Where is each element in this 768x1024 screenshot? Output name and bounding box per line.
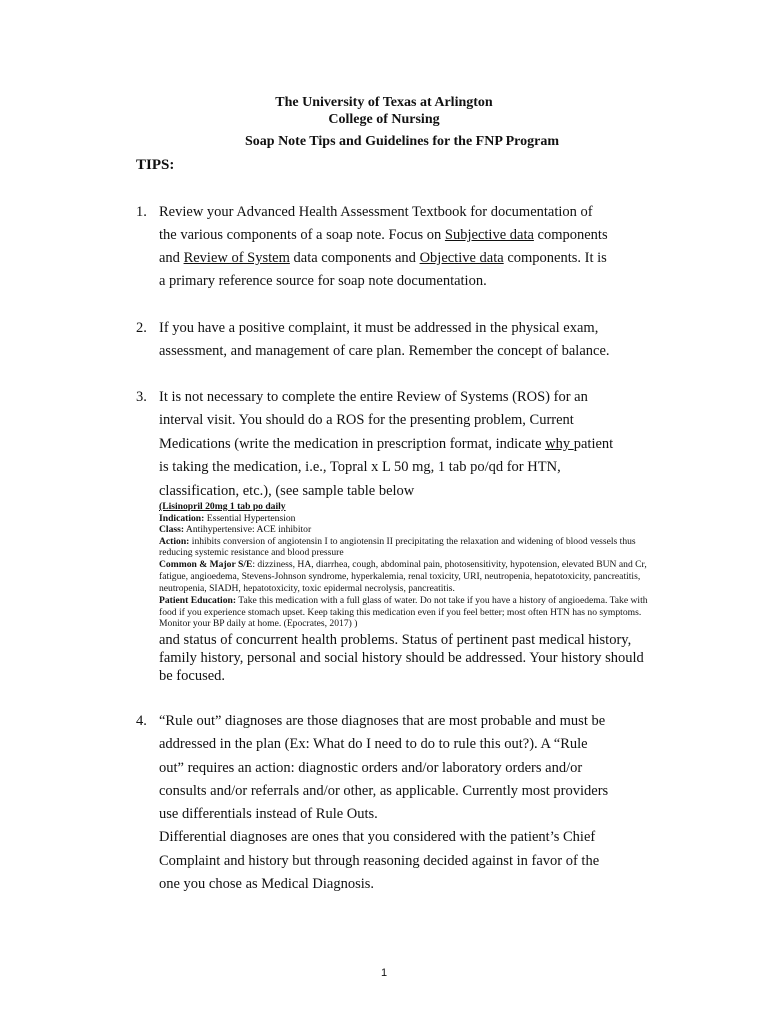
sample-education-line-2: food if you experience stomach upset. Keep taking this medication even if you feel better; most often HTN has no symptoms. bbox=[159, 607, 642, 618]
sample-med-title: (Lisinopril 20mg 1 tab po daily bbox=[159, 501, 286, 512]
item-1-line-1: Review your Advanced Health Assessment Textbook for documentation of bbox=[159, 204, 593, 220]
item-3-after-line-1: and status of concurrent health problems. Status of pertinent past medical history, bbox=[159, 632, 632, 648]
sample-education-line-3: Monitor your BP daily at home. (Epocrates, 2017) ) bbox=[159, 618, 358, 629]
document-title: Soap Note Tips and Guidelines for the FNP Program bbox=[245, 134, 559, 149]
item-3-after-line-2: family history, personal and social history should be addressed. Your history should bbox=[159, 650, 644, 666]
university-title: The University of Texas at Arlington bbox=[275, 95, 493, 110]
page-number: 1 bbox=[380, 967, 388, 979]
tips-heading: TIPS: bbox=[136, 157, 175, 173]
sample-action-line-1: Action: inhibits conversion of angiotensin I to angiotensin II precipitating the relaxation and widening of blood vessels thus bbox=[159, 536, 636, 547]
sample-indication: Indication: Essential Hypertension bbox=[159, 513, 296, 524]
item-number-2: 2. bbox=[136, 320, 147, 336]
item-3-line-3: Medications (write the medication in prescription format, indicate why patient bbox=[159, 436, 614, 452]
item-3-line-1: It is not necessary to complete the entire Review of Systems (ROS) for an bbox=[159, 389, 588, 405]
sample-education-line-1: Patient Education: Take this medication with a full glass of water. Do not take if you have a history of angioedema. Take with bbox=[159, 595, 648, 606]
item-2-line-1: If you have a positive complaint, it must be addressed in the physical exam, bbox=[159, 320, 599, 336]
item-4-line-2: addressed in the plan (Ex: What do I need to do to rule this out?). A “Rule bbox=[159, 736, 588, 752]
item-2-line-2: assessment, and management of care plan. Remember the concept of balance. bbox=[159, 343, 610, 359]
item-number-1: 1. bbox=[136, 204, 147, 220]
item-4-line-4: consults and/or referrals and/or other, as applicable. Currently most providers bbox=[159, 783, 609, 799]
item-4-line-6: Differential diagnoses are ones that you considered with the patient’s Chief bbox=[159, 829, 596, 845]
sample-side-effects-line-3: neutropenia, SIADH, hepatotoxicity, toxic epidermal necrolysis, pancreatitis. bbox=[159, 583, 455, 594]
item-number-4: 4. bbox=[136, 713, 147, 729]
sample-side-effects-line-1: Common & Major S/E: dizziness, HA, diarrhea, cough, abdominal pain, photosensitivity, hypotension, elevated BUN and Cr, bbox=[159, 559, 647, 570]
item-3-line-2: interval visit. You should do a ROS for the presenting problem, Current bbox=[159, 412, 574, 428]
sample-action-line-2: reducing systemic resistance and blood pressure bbox=[159, 547, 344, 558]
item-1-line-2: the various components of a soap note. Focus on Subjective data components bbox=[159, 227, 608, 243]
sample-class: Class: Antihypertensive: ACE inhibitor bbox=[159, 524, 312, 535]
item-4-line-3: out” requires an action: diagnostic orders and/or laboratory orders and/or bbox=[159, 760, 583, 776]
item-1-line-3: and Review of System data components and Objective data components. It is bbox=[159, 250, 607, 266]
item-3-line-5: classification, etc.), (see sample table below bbox=[159, 483, 415, 499]
item-4-line-7: Complaint and history but through reasoning decided against in favor of the bbox=[159, 853, 600, 869]
item-3-after-line-3: be focused. bbox=[159, 668, 226, 684]
item-4-line-1: “Rule out” diagnoses are those diagnoses that are most probable and must be bbox=[159, 713, 606, 729]
sample-side-effects-line-2: fatigue, angioedema, Stevens-Johnson syndrome, hyperkalemia, renal toxicity, URI, neutropenia, hepatotoxicity, pancreatitis, bbox=[159, 571, 641, 582]
item-1-line-4: a primary reference source for soap note documentation. bbox=[159, 273, 487, 289]
item-4-line-8: one you chose as Medical Diagnosis. bbox=[159, 876, 375, 892]
item-4-line-5: use differentials instead of Rule Outs. bbox=[159, 806, 378, 822]
item-3-line-4: is taking the medication, i.e., Topral x L 50 mg, 1 tab po/qd for HTN, bbox=[159, 459, 561, 475]
item-number-3: 3. bbox=[136, 389, 147, 405]
college-title: College of Nursing bbox=[328, 112, 440, 127]
